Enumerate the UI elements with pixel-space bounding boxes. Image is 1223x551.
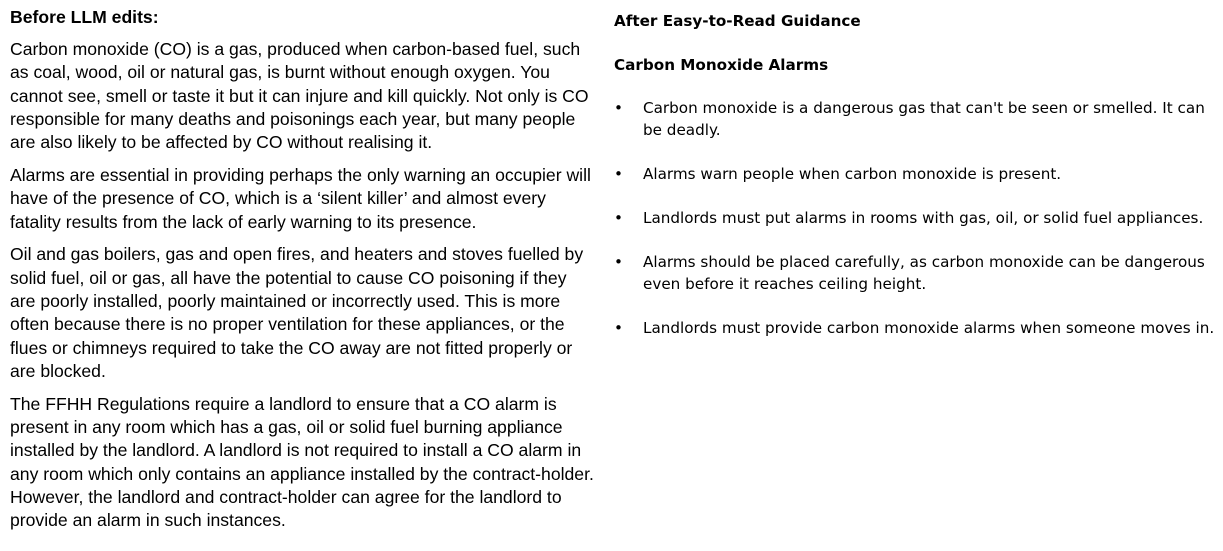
bullet-icon: • [614, 165, 623, 183]
after-heading: After Easy-to-Read Guidance [614, 12, 861, 30]
guidance-bullet-text: Carbon monoxide is a dangerous gas that can't be seen or smelled. It can be deadly. [643, 99, 1205, 139]
guidance-bullet-item [614, 251, 1219, 295]
before-heading: Before LLM edits: [10, 7, 159, 27]
before-paragraph: Oil and gas boilers, gas and open fires, and heaters and stoves fuelled by solid fuel, oil or gas, all have the potential to cause CO poisoning if they are poorly installed, poorly maintained or incorrectly used. This is more often because there is no proper ventilation for these appliances, or the flues or chimneys required to take the CO away are not fitted properly or are blocked. [10, 244, 584, 381]
guidance-bullet-text: Alarms warn people when carbon monoxide is present. [643, 165, 1062, 183]
before-paragraph: Carbon monoxide (CO) is a gas, produced when carbon-based fuel, such as coal, wood, oil or natural gas, is burnt without enough oxygen. You cannot see, smell or taste it but it can injure and kill quickly. Not only is CO responsible for many deaths and poisonings each year, but many people are also likely to be affected by CO without realising it. [10, 39, 589, 153]
before-paragraph: Alarms are essential in providing perhaps the only warning an occupier will have of the presence of CO, which is a ‘silent killer’ and almost every fatality results from the lack of early warning to its presence. [10, 164, 591, 232]
after-subheading: Carbon Monoxide Alarms [614, 56, 829, 74]
after-section [614, 10, 1219, 361]
bullet-icon: • [614, 253, 623, 271]
guidance-bullet-item [614, 207, 1219, 229]
guidance-bullet-text: Alarms should be placed carefully, as carbon monoxide can be dangerous even before it reaches ceiling height. [643, 253, 1205, 293]
guidance-bullet-text: Landlords must put alarms in rooms with gas, oil, or solid fuel appliances. [643, 209, 1204, 227]
guidance-bullet-text: Landlords must provide carbon monoxide alarms when someone moves in. [643, 319, 1215, 337]
guidance-bullet-list [614, 97, 1219, 339]
bullet-icon: • [614, 319, 623, 337]
before-section [10, 6, 595, 542]
guidance-bullet-item [614, 317, 1219, 339]
guidance-bullet-item [614, 97, 1219, 141]
bullet-icon: • [614, 209, 623, 227]
guidance-bullet-item [614, 163, 1219, 185]
before-paragraph: The FFHH Regulations require a landlord to ensure that a CO alarm is present in any room which has a gas, oil or solid fuel burning appliance installed by the landlord. A landlord is not required to install a CO alarm in any room which only contains an appliance installed by the contract-holder. However, the landlord and contract-holder can agree for the landlord to provide an alarm in such instances. [10, 393, 594, 531]
bullet-icon: • [614, 99, 623, 117]
